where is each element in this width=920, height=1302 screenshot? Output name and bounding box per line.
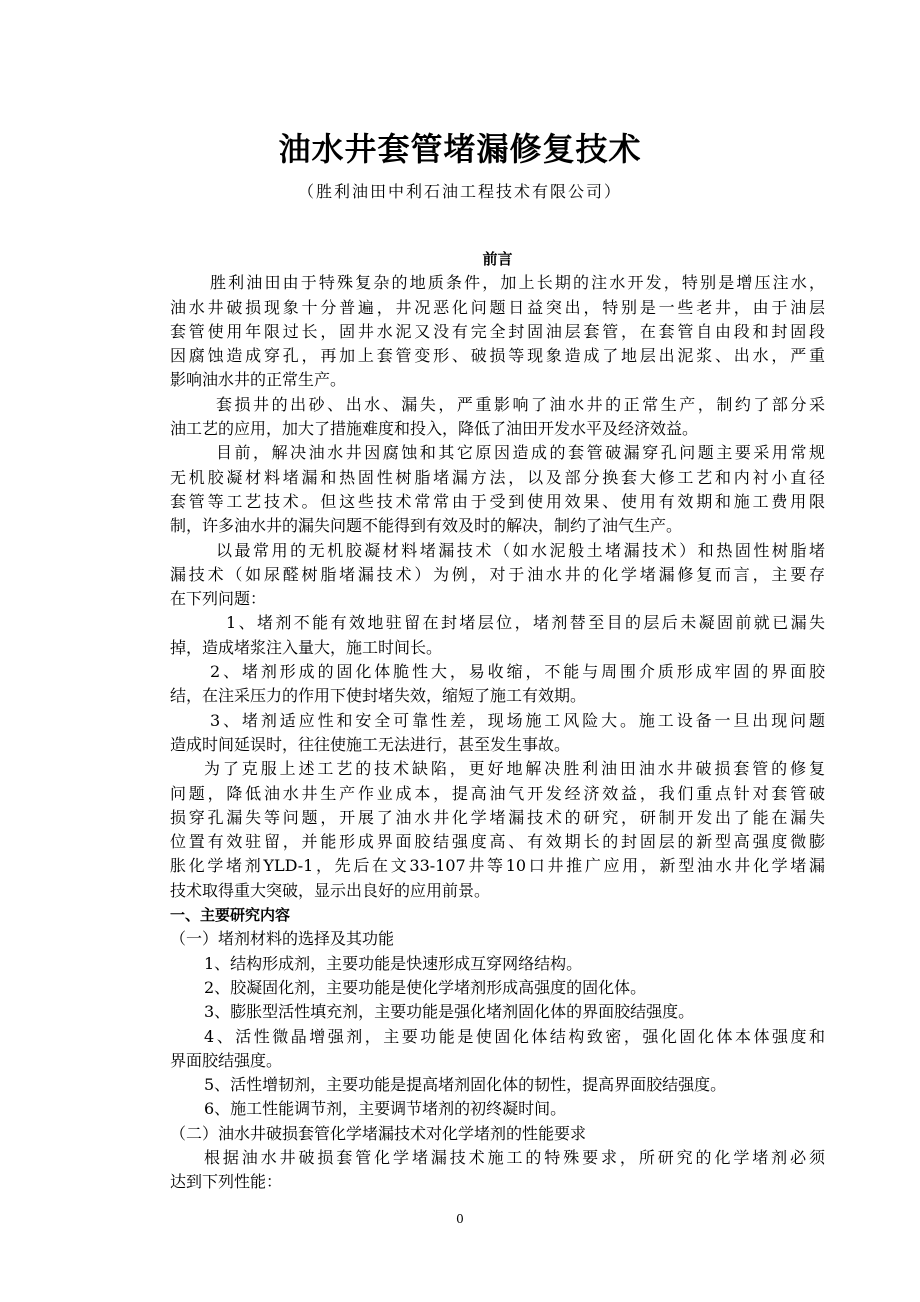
text-line: 根据油水井破损套管化学堵漏技术施工的特殊要求，所研究的化学堵剂必须 bbox=[204, 1147, 825, 1167]
text-line: 套损井的出砂、出水、漏失，严重影响了油水井的正常生产，制约了部分采 bbox=[216, 394, 825, 414]
document-subtitle: （胜利油田中利石油工程技术有限公司） bbox=[297, 182, 622, 201]
text-line: 套管等工艺技术。但这些技术常常由于受到使用效果、使用有效期和施工费用限 bbox=[170, 491, 825, 511]
text-line: 结，在注采压力的作用下使封堵失效，缩短了施工有效期。 bbox=[170, 686, 587, 706]
text-line: 6、施工性能调节剂，主要调节堵剂的初终凝时间。 bbox=[204, 1099, 567, 1119]
text-line: 4、活性微晶增强剂，主要功能是使固化体结构致密，强化固化体本体强度和 bbox=[204, 1026, 825, 1046]
text-line: 胜利油田由于特殊复杂的地质条件，加上长期的注水开发，特别是增压注水， bbox=[210, 273, 825, 293]
text-line: 3、膨胀型活性填充剂，主要功能是强化堵剂固化体的界面胶结强度。 bbox=[204, 1002, 695, 1022]
text-line: 掉，造成堵浆注入量大，施工时间长。 bbox=[170, 637, 443, 657]
text-line: 1、结构形成剂，主要功能是快速形成互穿网络结构。 bbox=[204, 953, 583, 973]
text-line: 影响油水井的正常生产。 bbox=[170, 370, 347, 390]
text-line: 套管使用年限过长，固井水泥又没有完全封固油层套管，在套管自由段和封固段 bbox=[170, 321, 825, 341]
text-line: 界面胶结强度。 bbox=[170, 1050, 283, 1070]
section-heading: 一、主要研究内容 bbox=[170, 906, 291, 925]
document-title: 油水井套管堵漏修复技术 bbox=[278, 130, 642, 168]
text-line: 5、活性增韧剂，主要功能是提高堵剂固化体的韧性，提高界面胶结强度。 bbox=[204, 1075, 727, 1095]
text-line: 油水井破损现象十分普遍，井况恶化问题日益突出，特别是一些老井，由于油层 bbox=[170, 297, 825, 317]
text-line: 位置有效驻留，并能形成界面胶结强度高、有效期长的封固层的新型高强度微膨 bbox=[170, 832, 825, 852]
text-line: 问题，降低油水井生产作业成本，提高油气开发经济效益，我们重点针对套管破 bbox=[170, 783, 825, 803]
section-heading: 前言 bbox=[482, 250, 513, 268]
document-body bbox=[170, 247, 825, 1195]
page-number: 0 bbox=[456, 1212, 464, 1226]
text-line: 漏技术（如尿醛树脂堵漏技术）为例，对于油水井的化学堵漏修复而言，主要存 bbox=[170, 564, 825, 584]
text-line: 1、堵剂不能有效地驻留在封堵层位，堵剂替至目的层后未凝固前就已漏失 bbox=[226, 613, 825, 633]
text-line: 无机胶凝材料堵漏和热固性树脂堵漏方法，以及部分换套大修工艺和内衬小直径 bbox=[170, 467, 825, 487]
text-line: 2、堵剂形成的固化体脆性大，易收缩，不能与周围介质形成牢固的界面胶 bbox=[210, 662, 825, 682]
text-line: 2、胶凝固化剂，主要功能是使化学堵剂形成高强度的固化体。 bbox=[204, 977, 647, 997]
text-line: （二）油水井破损套管化学堵漏技术对化学堵剂的性能要求 bbox=[170, 1123, 587, 1143]
text-line: 3、堵剂适应性和安全可靠性差，现场施工风险大。施工设备一旦出现问题 bbox=[210, 710, 825, 730]
text-line: 为了克服上述工艺的技术缺陷，更好地解决胜利油田油水井破损套管的修复 bbox=[204, 759, 825, 779]
text-line: 造成时间延误时，往往使施工无法进行，甚至发生事故。 bbox=[170, 734, 571, 754]
text-line: 因腐蚀造成穿孔，再加上套管变形、破损等现象造成了地层出泥浆、出水，严重 bbox=[170, 346, 825, 366]
text-line: 油工艺的应用，加大了措施难度和投入，降低了油田开发水平及经济效益。 bbox=[170, 419, 699, 439]
text-line: 技术取得重大突破，显示出良好的应用前景。 bbox=[170, 880, 491, 900]
text-line: 以最常用的无机胶凝材料堵漏技术（如水泥般土堵漏技术）和热固性树脂堵 bbox=[216, 540, 825, 560]
text-line: 损穿孔漏失等问题，开展了油水井化学堵漏技术的研究，研制开发出了能在漏失 bbox=[170, 807, 825, 827]
text-line: 胀化学堵剂YLD-1，先后在文33-107井等10口井推广应用，新型油水井化学堵漏 bbox=[170, 856, 825, 876]
text-line: 制，许多油水井的漏失问题不能得到有效及时的解决，制约了油气生产。 bbox=[170, 516, 683, 536]
text-line: 目前，解决油水井因腐蚀和其它原因造成的套管破漏穿孔问题主要采用常规 bbox=[216, 443, 825, 463]
text-line: 在下列问题： bbox=[170, 589, 267, 609]
text-line: （一）堵剂材料的选择及其功能 bbox=[170, 929, 395, 949]
text-line: 达到下列性能： bbox=[170, 1172, 283, 1192]
